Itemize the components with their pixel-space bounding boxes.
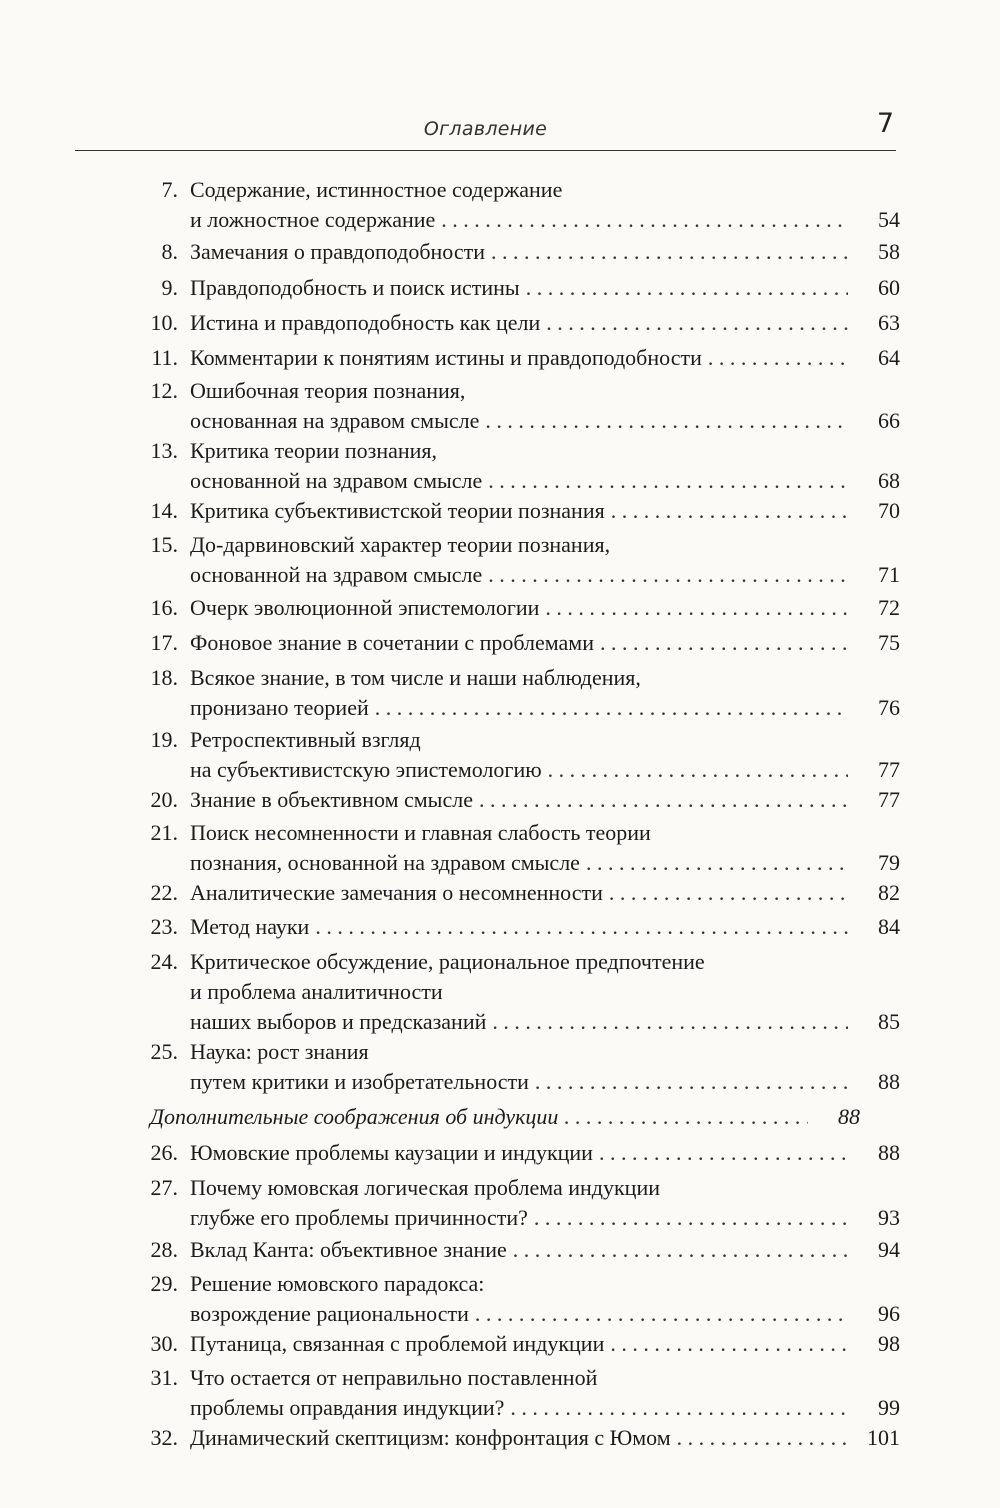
dot-leader xyxy=(677,1420,848,1455)
entry-title-line xyxy=(190,625,900,660)
entry-title-text: Юмовские проблемы каузации и индукции xyxy=(190,1140,593,1165)
entry-page-number: 82 xyxy=(878,880,900,905)
entry-title-text: Очерк эволюционной эпистемологии xyxy=(190,595,540,620)
page-number: 7 xyxy=(876,108,894,139)
entry-number: 23. xyxy=(150,914,178,939)
entry-title-text: на субъективистскую эпистемологию xyxy=(190,757,542,782)
entry-title-text: основанной на здравом смысле xyxy=(190,468,483,493)
entry-title-line xyxy=(190,782,900,817)
entry-page-number: 88 xyxy=(878,1140,900,1165)
entry-number: 7. xyxy=(161,177,178,202)
entry-number: 20. xyxy=(150,787,178,812)
entry-page-number: 98 xyxy=(878,1331,900,1356)
entry-number: 12. xyxy=(150,378,178,403)
entry-title-text: проблемы оправдания индукции? xyxy=(190,1395,505,1420)
entry-title-line: Ошибочная теория познания, xyxy=(190,378,466,403)
entry-number: 15. xyxy=(150,532,178,557)
entry-page-number: 76 xyxy=(878,695,900,720)
entry-title-line xyxy=(190,340,900,375)
entry-title-text: глубже его проблемы причинности? xyxy=(190,1205,528,1230)
entry-number: 28. xyxy=(150,1237,178,1262)
entry-title-text: познания, основанной на здравом смысле xyxy=(190,850,580,875)
entry-title-text: Знание в объективном смысле xyxy=(190,787,473,812)
entry-title-line: Почему юмовская логическая проблема индукции xyxy=(190,1175,661,1200)
dot-leader xyxy=(315,909,848,944)
entry-title-line: Критическое обсуждение, рациональное предпочтение xyxy=(190,949,705,974)
entry-page-number: 85 xyxy=(878,1009,900,1034)
entry-page-number: 72 xyxy=(878,595,900,620)
entry-title-line xyxy=(190,909,900,944)
entry-title-line xyxy=(190,270,900,305)
entry-title-text: возрождение рациональности xyxy=(190,1301,469,1326)
entry-page-number: 88 xyxy=(838,1104,860,1129)
entry-title-text: Дополнительные соображения об индукции xyxy=(150,1104,559,1129)
entry-page-number: 96 xyxy=(878,1301,900,1326)
entry-title-line xyxy=(190,690,900,725)
entry-title-line xyxy=(190,590,900,625)
entry-title-text: Динамический скептицизм: конфронтация с Юмом xyxy=(190,1425,671,1450)
entry-number: 18. xyxy=(150,665,178,690)
entry-title-text: Комментарии к понятиям истины и правдоподобности xyxy=(190,345,702,370)
entry-title-text: Метод науки xyxy=(190,914,310,939)
entry-title-line xyxy=(190,1326,900,1361)
entry-title-text: Аналитические замечания о несомненности xyxy=(190,880,603,905)
entry-page-number: 94 xyxy=(878,1237,900,1262)
running-title: Оглавление xyxy=(423,118,548,140)
dot-leader xyxy=(599,1135,848,1170)
entry-page-number: 75 xyxy=(878,630,900,655)
entry-title-text: Путаница, связанная с проблемой индукции xyxy=(190,1331,605,1356)
entry-title-line: Ретроспективный взгляд xyxy=(190,727,421,752)
entry-page-number: 88 xyxy=(878,1069,900,1094)
entry-page-number: 63 xyxy=(878,310,900,335)
entry-number: 19. xyxy=(150,727,178,752)
entry-title-line: Содержание, истинностное содержание xyxy=(190,177,563,202)
running-header xyxy=(75,108,896,151)
entry-page-number: 93 xyxy=(878,1205,900,1230)
dot-leader xyxy=(491,234,848,269)
entry-number: 25. xyxy=(150,1039,178,1064)
entry-title-line: Что остается от неправильно поставленной xyxy=(190,1365,598,1390)
entry-number: 26. xyxy=(150,1140,178,1165)
entry-number: 24. xyxy=(150,949,178,974)
entry-number: 17. xyxy=(150,630,178,655)
entry-page-number: 70 xyxy=(878,498,900,523)
entry-title-line: Поиск несомненности и главная слабость теории xyxy=(190,820,651,845)
dot-leader xyxy=(526,270,848,305)
dot-leader xyxy=(513,1232,848,1267)
entry-page-number: 79 xyxy=(878,850,900,875)
entry-title-line: и проблема аналитичности xyxy=(190,979,443,1004)
entry-number: 10. xyxy=(150,310,178,335)
entry-title-line xyxy=(190,1200,900,1235)
entry-page-number: 99 xyxy=(878,1395,900,1420)
entry-title-text: Вклад Канта: объективное знание xyxy=(190,1237,507,1262)
entry-number: 32. xyxy=(150,1425,178,1450)
entry-number: 11. xyxy=(151,345,178,370)
entry-number: 22. xyxy=(150,880,178,905)
entry-title-line: Критика теории познания, xyxy=(190,438,438,463)
dot-leader xyxy=(479,782,848,817)
entry-title-text: основанной на здравом смысле xyxy=(190,562,483,587)
entry-title-line xyxy=(190,234,900,269)
entry-title-line: Наука: рост знания xyxy=(190,1039,369,1064)
entry-number: 13. xyxy=(150,438,178,463)
entry-title-text: пронизано теорией xyxy=(190,695,369,720)
entry-title-text: Критика субъективистской теории познания xyxy=(190,498,605,523)
entry-page-number: 84 xyxy=(878,914,900,939)
entry-title-text: Правдоподобность и поиск истины xyxy=(190,275,520,300)
dot-leader xyxy=(609,875,848,910)
entry-number: 16. xyxy=(150,595,178,620)
entry-page-number: 101 xyxy=(867,1425,900,1450)
entry-title-line xyxy=(190,875,900,910)
entry-title-text: наших выборов и предсказаний xyxy=(190,1009,487,1034)
entry-number: 30. xyxy=(150,1331,178,1356)
entry-page-number: 54 xyxy=(878,207,900,232)
dot-leader xyxy=(545,590,848,625)
dot-leader xyxy=(535,1064,848,1099)
dot-leader xyxy=(611,493,848,528)
dot-leader xyxy=(600,625,848,660)
entry-title-text: и ложностное содержание xyxy=(190,207,436,232)
entry-page-number: 58 xyxy=(878,239,900,264)
entry-title-line: До-дарвиновский характер теории познания, xyxy=(190,532,611,557)
entry-title-text: путем критики и изобретательности xyxy=(190,1069,529,1094)
dot-leader xyxy=(488,557,848,592)
entry-page-number: 77 xyxy=(878,787,900,812)
entry-title-text: Замечания о правдоподобности xyxy=(190,239,485,264)
dot-leader xyxy=(708,340,848,375)
dot-leader xyxy=(610,1326,848,1361)
entry-title-text: Истина и правдоподобность как цели xyxy=(190,310,541,335)
entry-title-line xyxy=(190,202,900,237)
dot-leader xyxy=(546,305,848,340)
dot-leader xyxy=(441,202,848,237)
entry-number: 21. xyxy=(150,820,178,845)
entry-page-number: 77 xyxy=(878,757,900,782)
entry-page-number: 71 xyxy=(878,562,900,587)
entry-number: 9. xyxy=(161,275,178,300)
entry-title-line: Решение юмовского парадокса: xyxy=(190,1271,485,1296)
entry-page-number: 64 xyxy=(878,345,900,370)
entry-title-line xyxy=(190,1064,900,1099)
dot-leader xyxy=(375,690,848,725)
entry-number: 27. xyxy=(150,1175,178,1200)
entry-number: 31. xyxy=(150,1365,178,1390)
entry-title-line xyxy=(190,1135,900,1170)
entry-title-line: Всякое знание, в том числе и наши наблюдения, xyxy=(190,665,641,690)
entry-page-number: 66 xyxy=(878,408,900,433)
entry-number: 8. xyxy=(161,239,178,264)
entry-title-line xyxy=(190,493,900,528)
entry-title-line xyxy=(150,1099,860,1134)
entry-title-line xyxy=(190,557,900,592)
entry-title-line xyxy=(190,305,900,340)
entry-number: 29. xyxy=(150,1271,178,1296)
entry-title-text: основанная на здравом смысле xyxy=(190,408,480,433)
entry-page-number: 68 xyxy=(878,468,900,493)
entry-page-number: 60 xyxy=(878,275,900,300)
entry-title-text: Фоновое знание в сочетании с проблемами xyxy=(190,630,595,655)
dot-leader xyxy=(564,1099,808,1134)
entry-title-line xyxy=(190,1232,900,1267)
dot-leader xyxy=(534,1200,848,1235)
entry-number: 14. xyxy=(150,498,178,523)
entry-title-line xyxy=(190,1420,900,1455)
